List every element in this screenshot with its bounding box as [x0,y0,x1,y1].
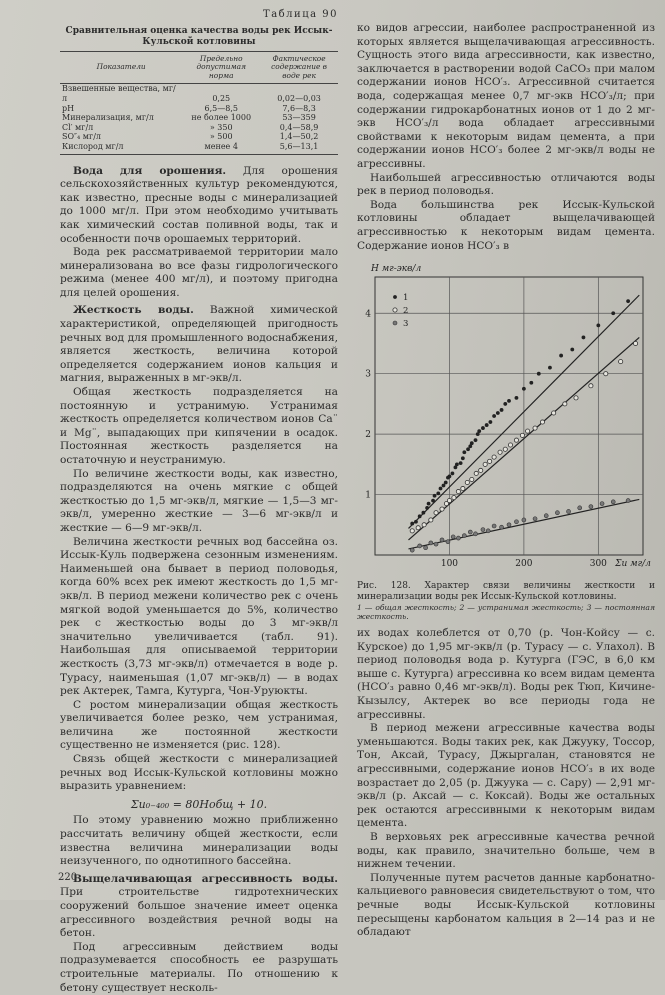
table-cell: pH [62,103,75,113]
data-point-series-1 [515,396,519,400]
section-heading-hardness: Жесткость воды. [73,304,194,317]
table-cell: Взвешенные вещества, мг/л [62,84,176,103]
data-point-series-2 [474,471,478,475]
paragraph: В период межени агрессивные качества воды уменьшаются. Воды таких рек, как Джууку, Тоссор, Тон, Аксай, Турасу, Джыргалан, становятся не агрессивными, содержание ионов HCO′₃ в их воде возрастает до 2,05 (р. Джуука — с. Сару) — 2,91 мг-экв/л (р. Аксай — с. Коксай). Воды же остальных рек остаются агрессивными к некоторым видам цемента. [357,722,655,830]
data-point-series-1 [496,411,500,415]
paragraph: Вода большинства рек Иссык-Кульской котловины обладает выщелачивающей агрессивностью к некоторым видам цемента. Содержание ионов HCO′₃ в [357,198,655,252]
legend-marker-series-1 [393,295,397,299]
legend-label: 1 [403,293,409,304]
data-point-series-3 [446,540,450,544]
data-point-series-2 [503,447,507,451]
data-point-series-1 [503,402,507,406]
data-point-series-2 [488,459,492,463]
table-title: Сравнительная оценка качества воды рек Иссык-Кульской котловины [65,25,333,47]
data-point-series-2 [470,477,474,481]
data-point-series-2 [498,450,502,454]
data-point-series-2 [440,507,444,511]
data-point-series-2 [552,411,556,415]
data-point-series-3 [474,532,478,536]
figure-legend-text: 1 — общая жесткость; 2 — устранимая жесткость; 3 — постоянная жесткость. [357,603,655,622]
data-point-series-1 [414,520,418,524]
data-point-series-3 [514,520,518,524]
data-point-series-1 [455,463,459,467]
data-point-series-2 [633,341,637,345]
data-point-series-1 [421,511,425,515]
y-tick-label: 1 [365,490,371,501]
paragraph: Полученные путем расчетов данные карбонатно-кальциевого равновесия свидетельствуют о том, что речные воды Иссык-Кульской котловины пересыщены карбонатом кальция в 2—14 раз и не обладают [357,871,655,939]
data-point-series-1 [461,456,465,460]
data-point-series-3 [418,544,422,548]
paragraph: ко видов агрессии, наиболее распространенной из которых является выщелачивающая агрессивность. Сущность этого вида агрессивности, как известно, заключается в растворении водой CaCO₃ при малом содержании ионов HCO′₃. Агрессивной считается вода, содержащая менее 0,7 мг-экв HCO′₃/л; при содержании гидрокарбонатных ионов от 1 до 2 мг-экв HCO′₃/л вода обладает агрессивными свойствами к некоторым видам цемента, а при содержании ионов HCO′₃ более 2 мг-экв/л воды не агрессивны. [357,22,655,170]
legend-label: 3 [403,319,409,330]
paragraph-irrigation [60,165,338,247]
data-point-series-3 [507,523,511,527]
data-point-series-1 [436,492,440,496]
section-heading-irrigation: Вода для орошения. [73,164,227,177]
paragraph: Связь общей жесткости с минерализацией речных вод Иссык-Кульской котловины можно выразить уравнением: [60,753,338,793]
data-point-series-2 [422,523,426,527]
table-cell: Cl′ мг/л [62,122,94,132]
data-point-series-2 [619,360,623,364]
table-cell: 0,25 [212,93,231,103]
table-caption: Таблица 90 [263,9,338,20]
data-point-series-3 [468,530,472,534]
table-header-row [60,51,338,84]
table-header: Фактическое содержание в воде рек [260,51,338,84]
data-point-series-1 [418,515,422,519]
x-tick-label: 300 [589,559,607,570]
data-point-series-1 [529,381,533,385]
page-number: 220 [58,872,78,883]
data-point-series-2 [447,499,451,503]
section-heading-aggressiveness: Выщелачивающая агрессивность воды. [73,872,338,885]
figure-caption: Рис. 128. Характер связи величины жесткости и минерализации воды рек Иссык-Кульской котловины. [357,581,655,603]
paragraph-aggressiveness [60,873,338,941]
data-point-series-1 [582,336,586,340]
table-cell: 1,4—50,2 [279,132,319,142]
data-point-series-2 [461,487,465,491]
data-point-series-2 [520,433,524,437]
table-row [60,84,338,104]
data-point-series-3 [456,536,460,540]
paragraph: В верховьях рек агрессивные качества речной воды, как правило, значительно больше, чем в нижнем течении. [357,831,655,871]
paragraph: Общая жесткость подразделяется на постоянную и устранимую. Устранимая жесткость определяется количеством ионов Ca¨ и Mg¨, выпадающих при кипячении в осадок. Постоянная жесткость разделяется на остаточную и неустранимую. [60,386,338,466]
data-point-series-2 [514,438,518,442]
data-point-series-1 [492,414,496,418]
data-point-series-3 [440,538,444,542]
table-cell: » 350 [209,122,233,132]
data-point-series-3 [434,542,438,546]
data-point-series-2 [452,496,456,500]
data-point-series-1 [474,438,478,442]
table-cell: Кислород мг/л [60,142,182,154]
data-point-series-2 [429,518,433,522]
data-point-series-1 [466,447,470,451]
data-point-series-2 [533,426,537,430]
paragraph: их водах колеблется от 0,70 (р. Чон-Койсу — с. Курское) до 1,95 мг-экв/л (р. Турасу — с. Улахол). В период половодья вода р. Кутурга (ГЭС, в 6,0 км выше с. Кутурга) агрессивна ко всем видам цемента (HCO′₃ равно 0,46 мг-экв/л). Воды рек Тюп, Кичине-Кызылсу, Актерек во все периоды года не агрессивны. [357,627,655,721]
data-point-series-1 [444,481,448,485]
data-point-series-2 [434,511,438,515]
data-point-series-3 [451,535,455,539]
data-point-series-1 [433,494,437,498]
data-point-series-2 [416,526,420,530]
plot-frame [375,277,643,555]
x-axis-label: Σи мг/л [615,559,651,570]
data-point-series-2 [456,490,460,494]
table-row [60,142,338,154]
left-column [60,0,338,995]
data-point-series-3 [611,500,615,504]
data-point-series-3 [522,518,526,522]
data-point-series-1 [500,408,504,412]
data-point-series-2 [492,455,496,459]
paragraph-text: При строительстве гидротехнических сооружений большое значение имеет оценка агрессивного воздействия речной воды на бетон. [60,886,338,940]
hardness-chart [357,255,655,581]
paragraph-hardness [60,304,338,386]
paragraph: С ростом минерализации общая жесткость увеличивается более резко, чем устранимая, величина же постоянной жесткости существенно не изменяется (рис. 128). [60,698,338,752]
x-tick-label: 200 [515,559,533,570]
data-point-series-1 [470,441,474,445]
table-row [60,123,338,133]
data-point-series-3 [589,505,593,509]
data-point-series-1 [488,420,492,424]
table-header: Предельно допустимая норма [182,51,260,84]
paragraph: Вода рек рассматриваемой территории мало минерализована во все фазы гидрологического режима (менее 400 мг/л), и поэтому пригодна для целей орошения. [60,246,338,299]
data-point-series-1 [459,461,463,465]
data-point-series-1 [451,472,455,476]
x-tick-label: 100 [440,559,459,570]
y-tick-label: 4 [365,309,371,320]
data-point-series-3 [424,546,428,550]
paragraph: Величина жесткости речных вод бассейна оз. Иссык-Куль подвержена сезонным изменениям. Наименьшей она бывает в период половодья, когда 60% всех рек имеют жесткость до 1,5 мг-экв/л. В период межени количество рек с очень мягкой водой уменьшается до 5%, количество рек с жесткостью воды до 3 мг-экв/л значительно увеличивается (табл. 91). Наибольшая для описываемой территории жесткость (3,73 мг-экв/л) отмечается в воде р. Турасу, наименьшая (1,07 мг-экв/л) — в водах рек Актерек, Тамга, Кутурга, Чон-Уруюкты. [60,535,338,698]
data-point-series-1 [485,423,489,427]
data-point-series-1 [507,399,511,403]
data-point-series-3 [462,534,466,538]
data-point-series-1 [427,502,431,506]
table-row [60,132,338,142]
data-point-series-2 [540,420,544,424]
legend-marker-series-3 [393,321,397,325]
y-axis-label: H мг-экв/л [371,264,422,275]
data-point-series-1 [626,299,630,303]
data-point-series-2 [508,443,512,447]
paragraph: По величине жесткости воды, как известно, подразделяются на очень мягкие с общей жесткостью до 1,5 мг-экв/л, мягкие — 1,5—3 мг-экв/л, умеренно жесткие — 3—6 мг-экв/л и жесткие — 6—9 мг-экв/л. [60,467,338,534]
paragraph: Наибольшей агрессивностью отличаются воды рек в период половодья. [357,171,655,198]
legend-marker-series-2 [393,308,397,312]
table-cell: Минерализация, мг/л [62,113,154,123]
data-point-series-1 [548,366,552,370]
data-point-series-1 [431,499,435,503]
data-point-series-1 [462,450,466,454]
data-point-series-1 [410,522,414,526]
data-point-series-3 [578,506,582,510]
data-point-series-3 [410,548,414,552]
data-point-series-1 [439,487,443,491]
data-point-series-2 [483,462,487,466]
table-row [60,104,338,114]
data-point-series-1 [596,324,600,328]
data-point-series-3 [500,525,504,529]
table-cell: 0,4—58,9 [279,122,319,132]
data-point-series-3 [544,514,548,518]
data-point-series-2 [479,468,483,472]
legend-label: 2 [403,306,409,317]
data-point-series-2 [410,529,414,533]
data-point-series-1 [448,475,452,479]
figure-128 [357,255,655,581]
paragraph: По этому уравнению можно приближенно рассчитать величину общей жесткости, если известна величина минерализации воды неизученного, по однотипного бассейна. [60,814,338,868]
table-cell: 5,6—13,1 [260,142,338,154]
data-point-series-3 [429,541,433,545]
table-cell: » 500 [209,132,233,142]
data-point-series-3 [481,528,485,532]
table-90 [60,51,338,155]
data-point-series-1 [559,354,563,358]
data-point-series-3 [626,499,630,503]
data-point-series-1 [477,429,481,433]
data-point-series-2 [604,372,608,376]
data-point-series-3 [555,511,559,515]
y-tick-label: 3 [365,369,371,380]
data-point-series-2 [563,402,567,406]
data-point-series-1 [570,348,574,352]
data-point-series-1 [611,311,615,315]
table-row [60,113,338,123]
paragraph: Под агрессивным действием воды подразумевается способность ее разрушать строительные материалы. По отношению к бетону существует несколь- [60,940,338,994]
y-tick-label: 2 [365,430,371,441]
data-point-series-3 [567,510,571,514]
data-point-series-2 [574,396,578,400]
hardness-equation: Σи₀₋₄₀₀ = 80Hобщ + 10. [130,797,268,811]
data-point-series-3 [533,517,537,521]
data-point-series-1 [425,506,429,510]
table-cell: 6,5—8,5 [204,103,238,113]
right-column [357,0,655,940]
data-point-series-3 [486,529,490,533]
table-cell: 0,02—0,03 [277,93,321,103]
data-point-series-1 [537,372,541,376]
table-cell: не более 1000 [191,113,252,123]
data-point-series-2 [526,429,530,433]
paragraph-text: Важной химической характеристикой, определяющей пригодность речных вод для промышленного водоснабжения, является жесткость, величина которой определяется содержанием ионов кальция и магния, выраженных в мг-экв/л. [60,304,338,385]
data-point-series-3 [600,502,604,506]
data-point-series-1 [522,387,526,391]
table-cell: 53—359 [282,113,316,123]
data-point-series-2 [589,384,593,388]
data-point-series-3 [492,524,496,528]
table-cell: менее 4 [182,142,260,154]
data-point-series-2 [465,480,469,484]
table-header: Показатели [60,51,182,84]
data-point-series-1 [442,484,446,488]
table-cell: 7,6—8,3 [282,103,316,113]
table-cell: SO″₄ мг/л [62,132,101,142]
data-point-series-1 [481,426,485,430]
paragraph-text: Для орошения сельскохозяйственных культур рекомендуются, как известно, пресные воды с минерализацией до 1000 мг/л. При этом необходимо учитывать как химический состав поливной воды, так и особенности почв орошаемых территорий. [60,164,338,245]
